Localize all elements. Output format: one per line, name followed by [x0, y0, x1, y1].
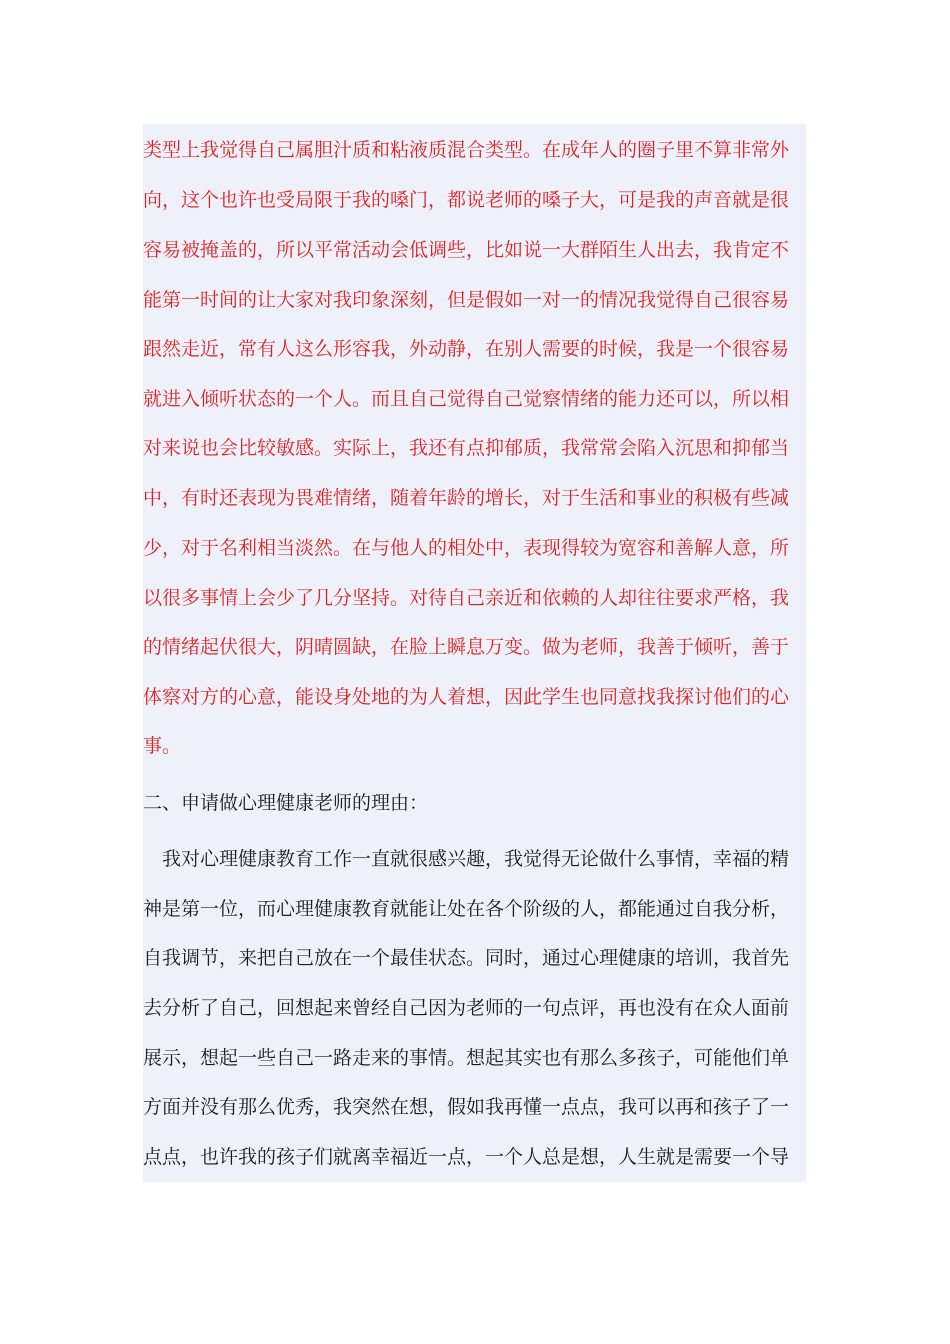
red-text-line: 少，对于名利相当淡然。在与他人的相处中，表现得较为宽容和善解人意，所: [143, 537, 790, 559]
body-text-line: 展示，想起一些自己一路走来的事情。想起其实也有那么多孩子，可能他们单: [143, 1047, 790, 1069]
body-text-line: 去分析了自己，回想起来曾经自己因为老师的一句点评，再也没有在众人面前: [143, 997, 790, 1019]
red-text-line: 跟然走近，常有人这么形容我，外动静，在别人需要的时候，我是一个很容易: [143, 338, 790, 360]
red-text-line: 对来说也会比较敏感。实际上，我还有点抑郁质，我常常会陷入沉思和抑郁当: [143, 437, 790, 459]
red-text-line: 中，有时还表现为畏难情绪，随着年龄的增长，对于生活和事业的积极有些减: [143, 487, 790, 509]
red-text-line: 事。: [143, 735, 182, 757]
body-text-line: 点点，也许我的孩子们就离幸福近一点，一个人总是想，人生就是需要一个导: [143, 1146, 790, 1168]
body-text-line: 我对心理健康教育工作一直就很感兴趣，我觉得无论做什么事情，幸福的精: [143, 848, 790, 870]
red-text-line: 向，这个也许也受局限于我的嗓门，都说老师的嗓子大，可是我的声音就是很: [143, 189, 790, 211]
body-text-line: 方面并没有那么优秀，我突然在想，假如我再懂一点点，我可以再和孩子了一: [143, 1096, 790, 1118]
red-text-line: 体察对方的心意，能设身处地的为人着想，因此学生也同意找我探讨他们的心: [143, 686, 790, 708]
body-text-line: 自我调节，来把自己放在一个最佳状态。同时，通过心理健康的培训，我首先: [143, 947, 790, 969]
red-text-line: 的情绪起伏很大，阴晴圆缺，在脸上瞬息万变。做为老师，我善于倾听，善于: [143, 636, 790, 658]
red-text-line: 类型上我觉得自己属胆汁质和粘液质混合类型。在成年人的圈子里不算非常外: [143, 139, 790, 161]
body-text-line: 神是第一位，而心理健康教育就能让处在各个阶级的人，都能通过自我分析，: [143, 898, 790, 920]
section-heading: 二、申请做心理健康老师的理由：: [143, 792, 429, 814]
red-text-line: 能第一时间的让大家对我印象深刻，但是假如一对一的情况我觉得自己很容易: [143, 289, 790, 311]
red-text-line: 容易被掩盖的，所以平常活动会低调些，比如说一大群陌生人出去，我肯定不: [143, 239, 790, 261]
red-text-line: 以很多事情上会少了几分坚持。对待自己亲近和依赖的人却往往要求严格，我: [143, 587, 790, 609]
red-text-line: 就进入倾听状态的一个人。而且自己觉得自己觉察情绪的能力还可以，所以相: [143, 388, 790, 410]
